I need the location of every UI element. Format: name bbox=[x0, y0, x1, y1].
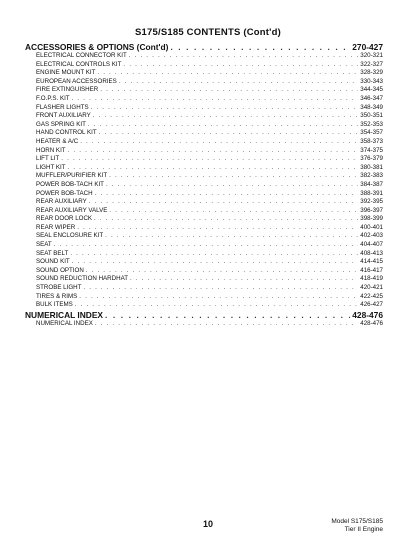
dot-leader bbox=[130, 275, 358, 284]
toc-entry-label: SOUND OPTION bbox=[36, 266, 84, 274]
toc-entry-label: POWER BOB-TACH KIT bbox=[36, 180, 104, 188]
toc-entry-label: SOUND KIT bbox=[36, 258, 70, 266]
toc-entry-row bbox=[25, 78, 383, 87]
toc-entry-label: SOUND REDUCTION HARDHAT bbox=[36, 275, 129, 283]
toc-entry-pages: 374-375 bbox=[360, 146, 383, 154]
dot-leader bbox=[95, 190, 359, 199]
dot-leader bbox=[97, 69, 358, 78]
toc-entry-label: GAS SPRING KIT bbox=[36, 120, 86, 128]
toc-entry-pages: 418-419 bbox=[360, 275, 383, 283]
toc-entry-pages: 320-321 bbox=[360, 52, 383, 59]
dot-leader bbox=[170, 42, 350, 52]
toc-entry-pages: 346-347 bbox=[360, 94, 383, 102]
toc-entry-row bbox=[25, 155, 383, 164]
toc-entry-label: ELECTRICAL CONTROLS KIT bbox=[36, 60, 122, 68]
toc-entry-pages: 414-415 bbox=[360, 258, 383, 266]
dot-leader bbox=[88, 121, 358, 130]
dot-leader bbox=[80, 138, 358, 147]
dot-leader bbox=[61, 155, 358, 164]
toc-entry-row bbox=[25, 258, 383, 267]
toc-entry-label: STROBE LIGHT bbox=[36, 284, 82, 292]
toc-entry-row bbox=[25, 121, 383, 130]
toc-entry-pages: 400-401 bbox=[360, 223, 383, 231]
footer-model-info bbox=[331, 518, 383, 533]
toc-entry-pages: 344-345 bbox=[360, 86, 383, 94]
toc-entry-row bbox=[25, 190, 383, 199]
toc-entry-pages: 404-407 bbox=[360, 241, 383, 249]
toc-entry-pages: 426-427 bbox=[360, 301, 383, 309]
toc-entry-row bbox=[25, 138, 383, 147]
toc-entry-pages: 376-379 bbox=[360, 155, 383, 163]
toc-entry-label: TIRES & RIMS bbox=[36, 292, 78, 300]
toc-entry-row bbox=[25, 147, 383, 156]
dot-leader bbox=[109, 172, 358, 181]
dot-leader bbox=[105, 232, 358, 241]
dot-leader bbox=[83, 284, 358, 293]
toc-entry-row bbox=[25, 112, 383, 121]
dot-leader bbox=[86, 267, 358, 276]
toc-entry-label: LIGHT KIT bbox=[36, 163, 66, 171]
toc-entry-pages: 322-327 bbox=[360, 60, 383, 68]
dot-leader bbox=[79, 293, 358, 302]
dot-leader bbox=[77, 224, 358, 233]
toc-entry-pages: 270-427 bbox=[352, 42, 383, 52]
toc-entry-row bbox=[25, 172, 383, 181]
toc-entry-label: REAR WIPER bbox=[36, 223, 76, 231]
toc-entry-row bbox=[25, 241, 383, 250]
toc-entry-pages: 380-381 bbox=[360, 163, 383, 171]
toc-entry-row bbox=[25, 129, 383, 138]
dot-leader bbox=[106, 181, 358, 190]
toc-entry-label: EUROPEAN ACCESSORIES bbox=[36, 77, 117, 85]
dot-leader bbox=[95, 320, 358, 329]
toc-section-row bbox=[25, 310, 383, 320]
toc-entry-label: FLASHER LIGHTS bbox=[36, 103, 89, 111]
dot-leader bbox=[99, 129, 359, 138]
dot-leader bbox=[75, 301, 358, 310]
toc-entry-row bbox=[25, 320, 383, 329]
toc-entry-row bbox=[25, 250, 383, 259]
toc-entry-label: SEAT BELT bbox=[36, 249, 69, 257]
toc-entry-row bbox=[25, 301, 383, 310]
toc-entry-pages: 408-413 bbox=[360, 249, 383, 257]
toc-entry-label: FIRE EXTINGUISHER bbox=[36, 86, 99, 94]
toc-entry-pages: 420-421 bbox=[360, 284, 383, 292]
toc-entry-pages: 402-403 bbox=[360, 232, 383, 240]
dot-leader bbox=[54, 241, 359, 250]
toc-entry-row bbox=[25, 232, 383, 241]
dot-leader bbox=[72, 95, 359, 104]
toc-entry-pages: 328-329 bbox=[360, 69, 383, 77]
toc-entry-pages: 352-353 bbox=[360, 120, 383, 128]
dot-leader bbox=[123, 61, 358, 70]
dot-leader bbox=[109, 207, 358, 216]
toc-entry-pages: 358-373 bbox=[360, 137, 383, 145]
dot-leader bbox=[70, 250, 358, 259]
toc-entry-label: NUMERICAL INDEX bbox=[36, 319, 93, 327]
dot-leader bbox=[67, 164, 358, 173]
toc-entry-row bbox=[25, 52, 383, 61]
dot-leader bbox=[100, 86, 358, 95]
toc-entry-label: ENGINE MOUNT KIT bbox=[36, 69, 96, 77]
toc-entry-label: HAND CONTROL KIT bbox=[36, 129, 97, 137]
toc-entry-label: BULK ITEMS bbox=[36, 301, 73, 309]
toc-entry-row bbox=[25, 86, 383, 95]
toc-entry-label: REAR AUXILIARY VALVE bbox=[36, 206, 108, 214]
toc-entry-pages: 416-417 bbox=[360, 266, 383, 274]
table-of-contents bbox=[25, 42, 383, 328]
toc-entry-pages: 384-387 bbox=[360, 180, 383, 188]
toc-entry-row bbox=[25, 61, 383, 70]
toc-entry-row bbox=[25, 181, 383, 190]
toc-entry-row bbox=[25, 293, 383, 302]
toc-entry-label: MUFFLER/PURIFIER KIT bbox=[36, 172, 108, 180]
toc-entry-label: SEAT bbox=[36, 241, 52, 249]
toc-entry-label: LIFT LIT bbox=[36, 155, 60, 163]
toc-entry-label: NUMERICAL INDEX bbox=[25, 309, 104, 320]
toc-entry-label: ACCESSORIES & OPTIONS (Cont'd) bbox=[25, 42, 169, 52]
toc-entry-pages: 354-357 bbox=[360, 129, 383, 137]
toc-section-row bbox=[25, 42, 383, 52]
toc-entry-label: ELECTRICAL CONNECTOR KIT bbox=[36, 52, 127, 59]
toc-entry-label: HORN KIT bbox=[36, 146, 66, 154]
toc-entry-row bbox=[25, 69, 383, 78]
dot-leader bbox=[93, 112, 358, 121]
dot-leader bbox=[89, 198, 359, 207]
toc-entry-pages: 396-397 bbox=[360, 206, 383, 214]
toc-entry-pages: 348-349 bbox=[360, 103, 383, 111]
toc-entry-label: F.O.P.S. KIT bbox=[36, 94, 70, 102]
toc-entry-pages: 422-425 bbox=[360, 292, 383, 300]
toc-entry-pages: 392-395 bbox=[360, 198, 383, 206]
page-title: S175/S185 CONTENTS (Cont'd) bbox=[135, 27, 281, 38]
toc-entry-label: HEATER & A/C bbox=[36, 137, 79, 145]
toc-entry-label: POWER BOB-TACH bbox=[36, 189, 93, 197]
toc-entry-pages: 398-399 bbox=[360, 215, 383, 223]
toc-entry-label: SEAL ENCLOSURE KIT bbox=[36, 232, 104, 240]
toc-entry-pages: 428-476 bbox=[360, 319, 383, 327]
toc-entry-pages: 388-391 bbox=[360, 189, 383, 197]
page-number: 10 bbox=[202, 519, 213, 529]
dot-leader bbox=[119, 78, 358, 87]
dot-leader bbox=[129, 52, 359, 61]
toc-entry-row bbox=[25, 215, 383, 224]
toc-entry-row bbox=[25, 267, 383, 276]
toc-entry-row bbox=[25, 95, 383, 104]
toc-entry-row bbox=[25, 104, 383, 113]
toc-entry-row bbox=[25, 198, 383, 207]
toc-entry-pages: 382-383 bbox=[360, 172, 383, 180]
toc-entry-pages: 428-476 bbox=[352, 309, 383, 320]
dot-leader bbox=[91, 104, 359, 113]
toc-entry-label: REAR AUXILIARY bbox=[36, 198, 87, 206]
toc-entry-row bbox=[25, 224, 383, 233]
toc-entry-row bbox=[25, 275, 383, 284]
dot-leader bbox=[105, 310, 350, 320]
footer-model: Model S175/S185 bbox=[331, 518, 383, 525]
toc-entry-pages: 350-351 bbox=[360, 112, 383, 120]
dot-leader bbox=[94, 215, 358, 224]
toc-entry-label: REAR DOOR LOCK bbox=[36, 215, 93, 223]
toc-entry-row bbox=[25, 207, 383, 216]
toc-entry-row bbox=[25, 284, 383, 293]
dot-leader bbox=[68, 147, 359, 156]
toc-entry-row bbox=[25, 164, 383, 173]
toc-entry-label: FRONT AUXILIARY bbox=[36, 112, 91, 120]
toc-entry-pages: 330-343 bbox=[360, 77, 383, 85]
footer-engine: Tier II Engine bbox=[344, 525, 383, 533]
dot-leader bbox=[72, 258, 359, 267]
